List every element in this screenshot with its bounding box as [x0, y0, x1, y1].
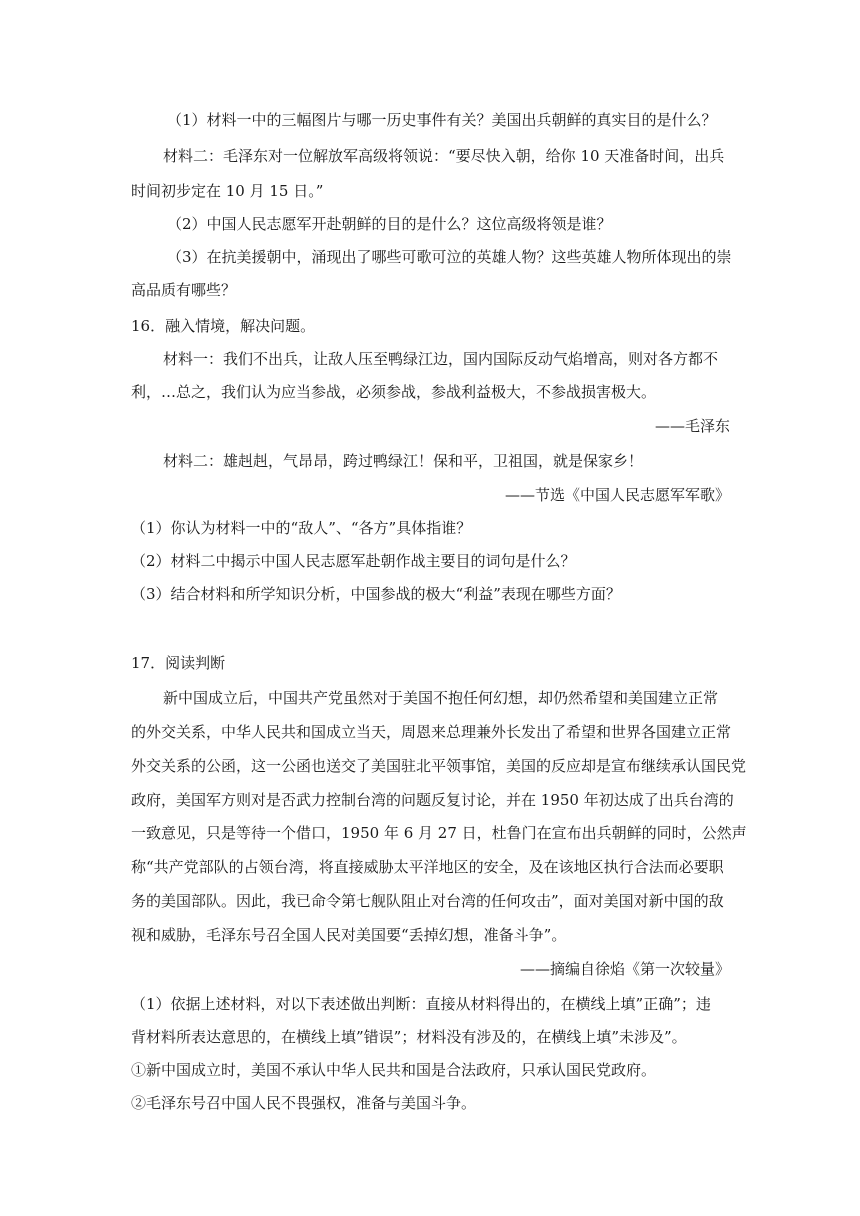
q17-passage-line: 称“共产党部队的占领台湾，将直接威胁太平洋地区的安全，及在该地区执行合法而必要职 [131, 858, 724, 876]
q15-material-2-line-1: 材料二：毛泽东对一位解放军高级将领说：“要尽快入朝，给你 10 天准备时间，出兵 [163, 147, 725, 165]
q16-question-1: （1）你认为材料一中的“敌人”、“各方”具体指谁？ [131, 519, 472, 537]
q17-passage-line: 政府，美国军方则对是否武力控制台湾的问题反复讨论，并在 1950 年初达成了出兵台湾的 [131, 791, 734, 809]
q16-question-2: （2）材料二中揭示中国人民志愿军赴朝作战主要目的词句是什么？ [131, 552, 576, 570]
q17-passage-line: 视和威胁，毛泽东号召全国人民对美国要“丢掉幻想，准备斗争”。 [131, 926, 567, 944]
q17-passage-line: 新中国成立后，中国共产党虽然对于美国不抱任何幻想，却仍然希望和美国建立正常 [163, 689, 719, 707]
q17-passage-line: 的外交关系，中华人民共和国成立当天，周恩来总理兼外长发出了希望和世界各国建立正常 [131, 723, 732, 741]
q16-question-3: （3）结合材料和所学知识分析，中国参战的极大“利益”表现在哪些方面？ [131, 585, 621, 603]
q15-question-3-line-2: 高品质有哪些？ [131, 281, 237, 299]
q17-instruction-line-2: 背材料所表达意思的，在横线上填”错误”；材料没有涉及的，在横线上填”未涉及”。 [131, 1028, 687, 1046]
q16-material-1-line-2: 利，…总之，我们认为应当参战，必须参战，参战利益极大，不参战损害极大。 [131, 383, 657, 401]
q16-material-2-source: ——节选《中国人民志愿军军歌》 [504, 486, 730, 504]
q17-instruction-line-1: （1）依据上述材料，对以下表述做出判断：直接从材料得出的，在横线上填”正确”；违 [131, 995, 711, 1013]
q15-material-2-line-2: 时间初步定在 10 月 15 日。” [131, 182, 324, 200]
q16-material-1-line-1: 材料一：我们不出兵，让敌人压至鸭绿江边，国内国际反动气焰增高，则对各方都不 [163, 350, 719, 368]
q17-heading: 17．阅读判断 [131, 654, 226, 672]
q16-material-2: 材料二：雄赳赳，气昂昂，跨过鸭绿江！保和平，卫祖国，就是保家乡！ [163, 452, 644, 470]
q17-passage-line: 外交关系的公函，这一公函也送交了美国驻北平领事馆，美国的反应却是宣布继续承认国民党 [131, 757, 747, 775]
q15-question-1: （1）材料一中的三幅图片与哪一历史事件有关？美国出兵朝鲜的真实目的是什么？ [167, 111, 717, 129]
q15-question-2: （2）中国人民志愿军开赴朝鲜的目的是什么？这位高级将领是谁？ [167, 215, 612, 233]
q16-material-1-source: ——毛泽东 [654, 417, 730, 435]
q17-source: ——摘编自徐焰《第一次较量》 [519, 960, 730, 978]
q17-statement-1: ①新中国成立时，美国不承认中华人民共和国是合法政府，只承认国民党政府。 [131, 1061, 657, 1079]
q17-passage-line: 一致意见，只是等待一个借口，1950 年 6 月 27 日，杜鲁门在宣布出兵朝鲜的同时，公然声 [131, 824, 747, 842]
q17-statement-2: ②毛泽东号召中国人民不畏强权，准备与美国斗争。 [131, 1094, 477, 1112]
q17-passage-line: 务的美国部队。因此，我已命令第七舰队阻止对台湾的任何攻击”，面对美国对新中国的敌 [131, 892, 724, 910]
q15-question-3-line-1: （3）在抗美援朝中，涌现出了哪些可歌可泣的英雄人物？这些英雄人物所体现出的崇 [167, 248, 732, 266]
q16-heading: 16．融入情境，解决问题。 [131, 317, 316, 335]
